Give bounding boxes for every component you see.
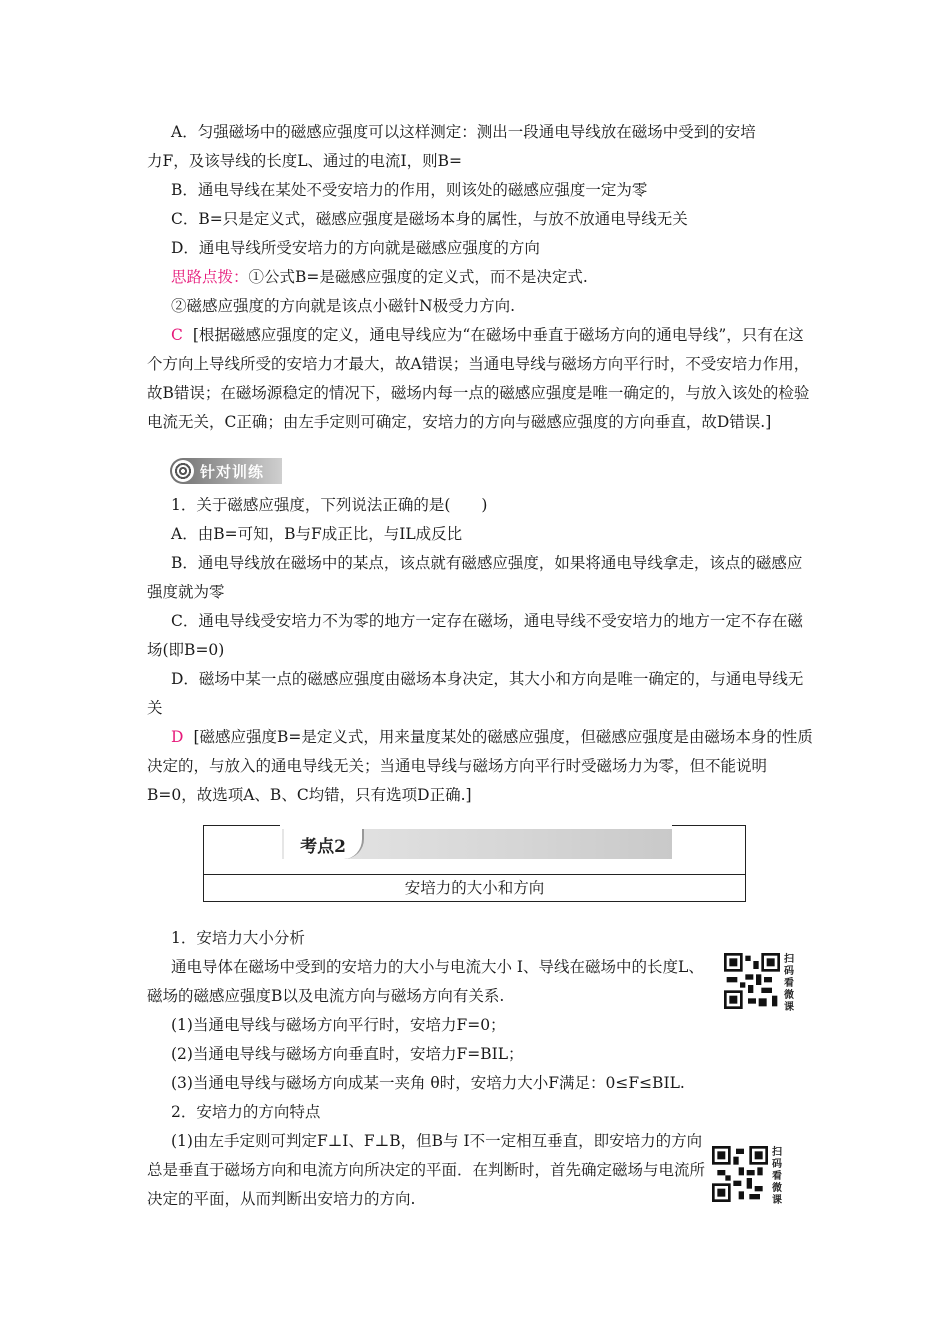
qr-code-icon-2[interactable] (712, 1146, 768, 1202)
option-b: B．通电导线在某处不受安培力的作用，则该处的磁感应强度一定为零 (171, 181, 648, 199)
option-c: C．B=只是定义式，磁感应强度是磁场本身的属性，与放不放通电导线无关 (171, 210, 688, 228)
training-badge (170, 458, 282, 484)
section-paragraph-2: (1)由左手定则可判定F⊥I、F⊥B，但B与 I不一定相互垂直，即安培力的方向总是垂直于磁场方向和电流方向所决定的平面．在判断时，首先确定磁场与电流所决定的平面，从而判断出安培力的方向. (147, 1132, 706, 1208)
section-heading-1: 1．安培力大小分析 (171, 929, 305, 947)
training-option-b: B．通电导线放在磁场中的某点，该点就有磁感应强度，如果将通电导线拿走，该点的磁感应强度就为零 (147, 554, 803, 601)
list-item-2: (2)当通电导线与磁场方向垂直时，安培力F=BIL； (171, 1045, 524, 1063)
option-a-line2: 力F，及该导线的长度L、通过的电流I，则B= (147, 152, 463, 170)
training-option-d: D．磁场中某一点的磁感应强度由磁场本身决定，其大小和方向是唯一确定的，与通电导线无关 (147, 670, 804, 717)
training-option-a: A．由B=可知，B与F成正比，与IL成反比 (171, 525, 463, 543)
hint-label: 思路点拨： (171, 268, 249, 286)
option-a-line1: A．匀强磁场中的磁感应强度可以这样测定：测出一段通电导线放在磁场中受到的安培 (171, 123, 756, 141)
training-answer (147, 723, 815, 810)
answer-letter: C (171, 326, 183, 344)
kaodian-box (203, 825, 746, 902)
hint-text1: ①公式B=是磁感应强度的定义式，而不是决定式. (248, 268, 588, 286)
list-item-3: (3)当通电导线与磁场方向成某一夹角 θ时，安培力大小F满足：0≤F≤BIL. (171, 1074, 685, 1092)
option-d: D．通电导线所受安培力的方向就是磁感应强度的方向 (171, 239, 540, 257)
answer-text: [根据磁感应强度的定义，通电导线应为“在磁场中垂直于磁场方向的通电导线”，只有在这个方向上导线所受的安培力才最大，故A错误；当通电导线与磁场方向平行时，不受安培力作用，故B错误；在磁场源稳定的情况下，磁场内每一点的磁感应强度是唯一确定的，与放入该处的检验电流无关，C正确；由左手定则可确定，安培力的方向与磁感应强度的方向垂直，故D错误.] (147, 326, 810, 431)
hint-line2: ②磁感应强度的方向就是该点小磁针N极受力方向. (171, 297, 515, 315)
training-answer-letter: D (171, 728, 184, 746)
section-paragraph-1: 通电导体在磁场中受到的安培力的大小与电流大小 I、导线在磁场中的长度L、磁场的磁感应强度B以及电流方向与磁场方向有关系. (147, 958, 704, 1005)
training-answer-text: [磁感应强度B=是定义式，用来量度某处的磁感应强度，但磁感应强度是由磁场本身的性质决定的，与放入的通电导线无关；当通电导线与磁场方向平行时受磁场力为零，但不能说明B=0，故选项A、B、C均错，只有选项D正确.] (147, 728, 813, 804)
training-option-c: C．通电导线受安培力不为零的地方一定存在磁场，通电导线不受安培力的地方一定不存在磁场(即B=0) (147, 612, 803, 659)
training-question: 1．关于磁感应强度，下列说法正确的是( ) (171, 496, 488, 514)
kaodian-title: 安培力的大小和方向 (404, 879, 545, 897)
target-icon (172, 460, 194, 482)
section-heading-2: 2．安培力的方向特点 (171, 1103, 321, 1121)
kaodian-tag: 考点2 (284, 829, 364, 859)
hint-line1 (147, 263, 815, 292)
list-item-1: (1)当通电导线与磁场方向平行时，安培力F=0； (171, 1016, 506, 1034)
qr-code-icon[interactable] (724, 953, 780, 1009)
training-badge-label: 针对训练 (200, 462, 265, 481)
answer-explanation (147, 321, 815, 437)
qr-label-2: 扫码看微课 (772, 1147, 782, 1206)
qr-label: 扫码看微课 (784, 954, 794, 1013)
